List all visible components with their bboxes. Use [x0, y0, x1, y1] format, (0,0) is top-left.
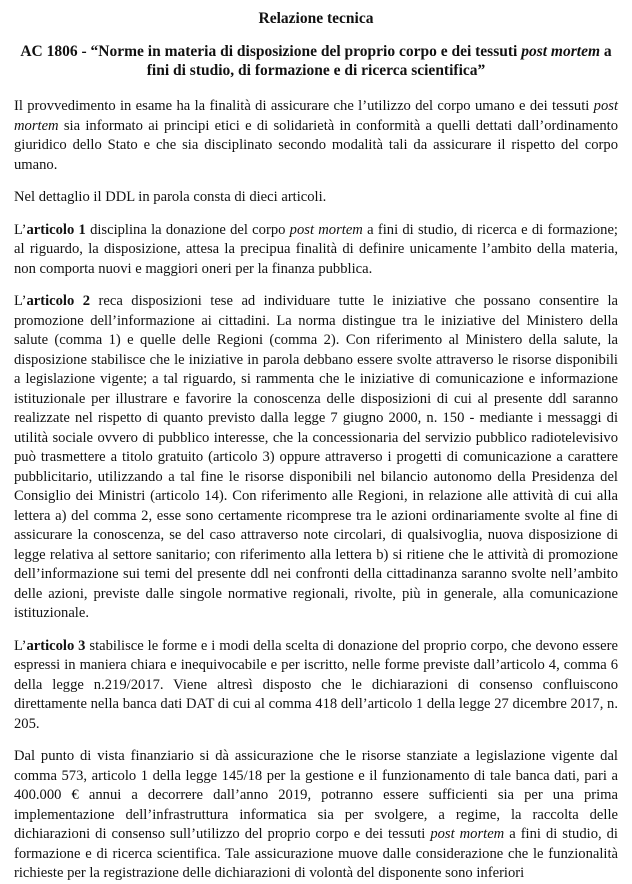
paragraph-financial	[14, 747, 618, 884]
paragraph-text: a fini di studio, di formazione e di ricerca scientifica. Tale assicurazione muove dalle considerazione che le funzionalità richieste per la registrazione delle dichiarazioni di volontà del disponente sono inferiori	[14, 826, 618, 881]
paragraph-overview	[14, 188, 618, 208]
document-heading	[14, 42, 618, 80]
heading-italic-term: post mortem	[521, 43, 601, 60]
heading-text-prefix: AC 1806 - “Norme in materia di disposizione del proprio corpo e dei tessuti	[20, 43, 522, 60]
paragraph-text: sia informato ai principi etici e di solidarietà in conformità a quelli dettati dall’ordinamento giuridico dello Stato e che sia disciplinato secondo modalità tali da assicurare il rispetto del corpo umano.	[14, 117, 618, 173]
paragraph-article-1	[14, 221, 618, 280]
italic-term: post mortem	[430, 826, 505, 842]
paragraph-text: Il provvedimento in esame ha la finalità di assicurare che l’utilizzo del corpo umano e dei tessuti	[14, 98, 594, 114]
paragraph-intro	[14, 97, 618, 175]
document-title: Relazione tecnica	[258, 10, 374, 27]
paragraph-article-3	[14, 637, 618, 735]
italic-term: post mortem	[14, 98, 618, 134]
heading-text-suffix: a fini di studio, di formazione e di ricerca scientifica”	[146, 43, 612, 79]
paragraph-text: reca disposizioni tese ad individuare tutte le iniziative che possano consentire la promozione dell’informazione ai cittadini. La norma distingue tra le iniziative del Ministero della salute (comma 1) e quelle delle Regioni (comma 2). Con riferimento al Ministero della salute, la disposizione stabilisce che le iniziative in parola debbano essere svolte attraverso le risorse disponibili a legislazione vigente; a tal riguardo, si rammenta che le iniziative di comunicazione e informazione istituzionale per illustrare e favorire la conoscenza delle disposizioni di cui al presente ddl saranno realizzate nel rispetto di quanto previsto dalla legge 7 giugno 2000, n. 150 - mediante i messaggi di utilità sociale ovvero di pubblico interesse, che la concessionaria del servizio pubblico radiotelevisivo può trasmettere a titolo gratuito (articolo 3) oppure attraverso i progetti di comunicazione a carattere pubblicitario, utilizzando a tal fine le risorse disponibili nel bilancio autonomo della Presidenza del Consiglio dei Ministri (articolo 14). Con riferimento alle Regioni, in relazione alle attività di cui alla lettera a) del comma 2, esse sono certamente ricomprese tra le azioni ordinariamente svolte al fine di assicurare la conoscenza, se del caso attraverso note circolari, di qualsivoglia, nuova disposizione di legge relativa al settore sanitario; con riferimento alla lettera b) si ritiene che le attività di promozione dell’informazione sui temi del presente ddl nei confronti della cittadinanza saranno svolte nell’ambito delle azioni, previste dalle singole normative regionali, rivolte, più in generale, alla comunicazione istituzionale.	[14, 293, 618, 621]
paragraph-text: L’	[14, 637, 27, 654]
paragraph-article-2	[14, 292, 618, 624]
paragraph-text: Nel dettaglio il DDL in parola consta di dieci articoli.	[14, 189, 327, 205]
article-label: articolo 2	[26, 293, 91, 309]
article-label: articolo 1	[26, 221, 86, 238]
article-label: articolo 3	[26, 637, 86, 654]
paragraph-text: L’	[14, 293, 27, 309]
paragraph-text: L’	[14, 221, 27, 238]
paragraph-text: a fini di studio, di ricerca e di formazione; al riguardo, la disposizione, attesa la precipua finalità di definire unicamente l’ambito della materia, non comporta nuovi e maggiori oneri per la finanza pubblica.	[14, 221, 618, 277]
italic-term: post mortem	[289, 221, 363, 238]
paragraph-text: stabilisce le forme e i modi della scelta di donazione del proprio corpo, che devono essere espressi in maniera chiara e inequivocabile e per iscritto, nelle forme previste dall’articolo 4, comma 6 della legge n.219/2017. Viene altresì disposto che le dichiarazioni di consenso confluiscono direttamente nella banca dati DAT di cui al comma 418 dell’articolo 1 della legge 27 dicembre 2017, n. 205.	[14, 637, 618, 732]
paragraph-text: disciplina la donazione del corpo	[85, 221, 290, 238]
paragraph-text: Dal punto di vista finanziario si dà assicurazione che le risorse stanziate a legislazione vigente dal comma 573, articolo 1 della legge 145/18 per la gestione e il funzionamento di tale banca dati, pari a 400.000 € annui a decorrere dall’anno 2019, potranno essere sufficienti sia per una prima implementazione dell’infrastruttura informatica sia per svolgere, a regime, la raccolta delle dichiarazioni di consenso sull’utilizzo del proprio corpo e dei tessuti	[14, 748, 618, 842]
